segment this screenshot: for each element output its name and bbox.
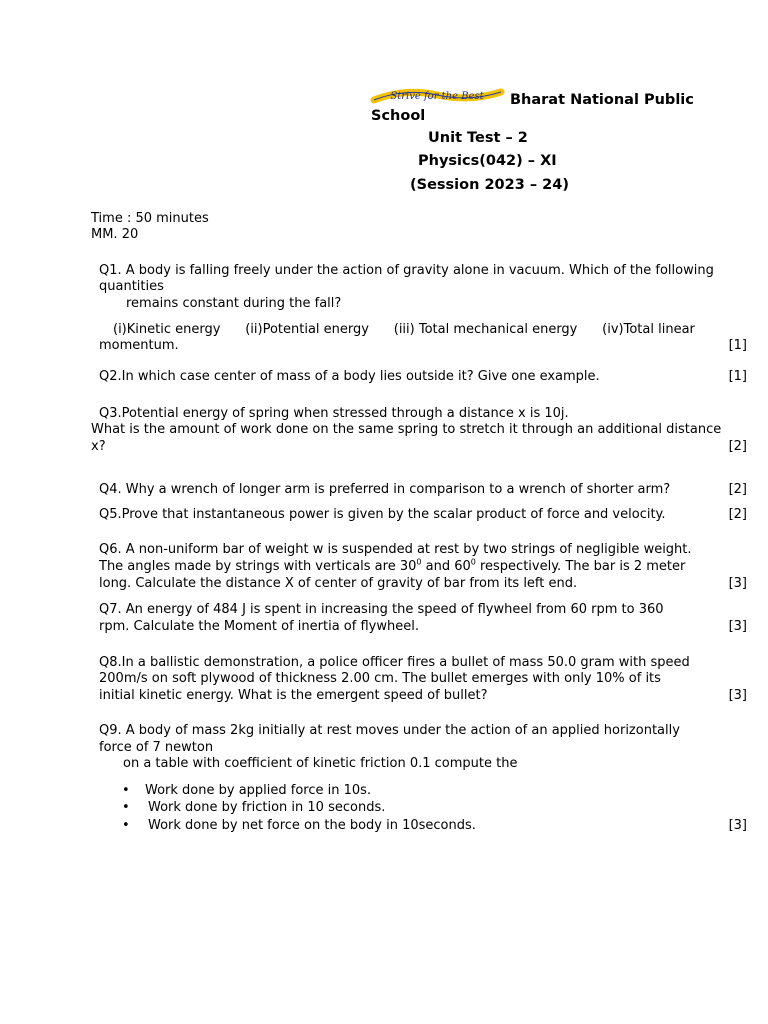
- q3-line1: Q3.Potential energy of spring when stressed through a distance x is 10j.: [99, 406, 569, 421]
- q3-line2: What is the amount of work done on the same spring to stretch it through an additional distance: [91, 422, 722, 437]
- degree-superscript: 0: [470, 557, 476, 567]
- q1-line1: Q1. A body is falling freely under the action of gravity alone in vacuum. Which of the following: [99, 263, 714, 278]
- q9-bullet-3: Work done by net force on the body in 10seconds.: [148, 818, 476, 833]
- q9-marks: [3]: [728, 818, 747, 833]
- q9-line1: Q9. A body of mass 2kg initially at rest moves under the action of an applied horizontally: [99, 723, 680, 738]
- school-name-line2: School: [371, 108, 426, 124]
- q1-line2: quantities: [99, 279, 164, 294]
- degree-superscript: 0: [416, 557, 422, 567]
- q5-line1: Q5.Prove that instantaneous power is given by the scalar product of force and velocity.: [99, 507, 666, 522]
- q6-line2: The angles made by strings with verticals are $30^0$ and $60^0$ respectively. The bar is 2 meter: [99, 557, 686, 574]
- subject-title: Physics(042) – XI: [418, 153, 557, 169]
- q7-line1: Q7. An energy of 484 J is spent in increasing the speed of flywheel from 60 rpm to 360: [99, 602, 664, 617]
- max-marks: MM. 20: [91, 227, 139, 242]
- bullet-point: •: [122, 783, 130, 798]
- q8-marks: [3]: [728, 688, 747, 703]
- test-name: Unit Test – 2: [428, 130, 528, 146]
- q1-line3: remains constant during the fall?: [126, 296, 342, 311]
- time-allowed: Time : 50 minutes: [91, 211, 209, 226]
- school-logo: [370, 86, 505, 108]
- q1-marks: [1]: [728, 338, 747, 353]
- q9-bullet-1: Work done by applied force in 10s.: [145, 783, 372, 798]
- q6-line3: long. Calculate the distance X of center of gravity of bar from its left end.: [99, 576, 578, 591]
- q3-marks: [2]: [728, 439, 747, 454]
- q1-options-cont: momentum.: [99, 338, 179, 353]
- q8-line2: 200m/s on soft plywood of thickness 2.00 cm. The bullet emerges with only 10% of its: [99, 671, 661, 686]
- q3-line3: x?: [91, 439, 106, 454]
- bullet-point: •: [122, 818, 130, 833]
- q4-line1: Q4. Why a wrench of longer arm is preferred in comparison to a wrench of shorter arm?: [99, 482, 671, 497]
- q7-marks: [3]: [728, 619, 747, 634]
- q7-line2: rpm. Calculate the Moment of inertia of flywheel.: [99, 619, 419, 634]
- q5-marks: [2]: [728, 507, 747, 522]
- school-name-line1: Bharat National Public: [510, 92, 694, 108]
- q1-options: (i)Kinetic energy (ii)Potential energy (iii) Total mechanical energy (iv)Total linear: [113, 322, 695, 337]
- q6-marks: [3]: [728, 576, 747, 591]
- q4-marks: [2]: [728, 482, 747, 497]
- q8-line1: Q8.In a ballistic demonstration, a police officer fires a bullet of mass 50.0 gram with speed: [99, 655, 690, 670]
- q6-line1: Q6. A non-uniform bar of weight w is suspended at rest by two strings of negligible weight.: [99, 542, 692, 557]
- session-title: (Session 2023 – 24): [410, 177, 569, 193]
- q9-line2: force of 7 newton: [99, 740, 214, 755]
- svg-text:Strive for the Best: Strive for the Best: [390, 91, 484, 102]
- q8-line3: initial kinetic energy. What is the emergent speed of bullet?: [99, 688, 488, 703]
- q9-bullet-2: Work done by friction in 10 seconds.: [148, 800, 386, 815]
- q2-marks: [1]: [728, 369, 747, 384]
- bullet-point: •: [122, 800, 130, 815]
- q2-line1: Q2.In which case center of mass of a body lies outside it? Give one example.: [99, 369, 600, 384]
- q9-line3: on a table with coefficient of kinetic friction 0.1 compute the: [123, 756, 518, 771]
